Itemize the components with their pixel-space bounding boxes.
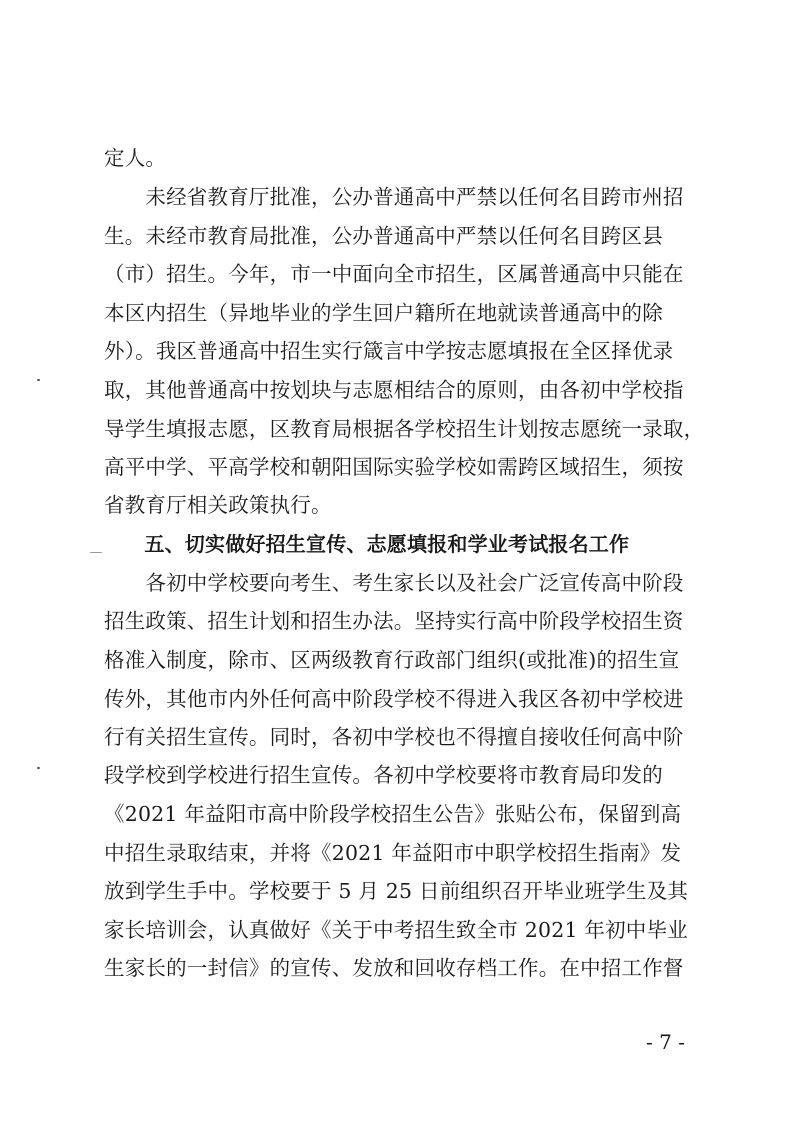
scan-speck	[37, 767, 40, 769]
body-line: 生。未经市教育局批准，公办普通高中严禁以任何名目跨区县	[104, 224, 663, 248]
scan-speck	[37, 379, 40, 381]
body-line: 高平中学、平高学校和朝阳国际实验学校如需跨区域招生，须按	[104, 455, 684, 479]
scan-speck	[90, 552, 102, 553]
body-line: 生家长的一封信》的宣传、发放和回收存档工作。在中招工作督	[104, 956, 684, 980]
body-line: 未经省教育厅批准，公办普通高中严禁以任何名目跨市州招	[104, 185, 684, 209]
page-number: - 7 -	[646, 1030, 685, 1054]
section-heading: 五、切实做好招生宣传、志愿填报和学业考试报名工作	[104, 532, 630, 556]
body-line: 省教育厅相关政策执行。	[104, 493, 332, 517]
body-line: 取，其他普通高中按划块与志愿相结合的原则，由各初中学校指	[104, 378, 684, 402]
body-line: （市）招生。今年，市一中面向全市招生，区属普通高中只能在	[104, 262, 684, 286]
body-line: 中招生录取结束，并将《2021 年益阳市中职学校招生指南》发	[104, 841, 682, 865]
body-line: 《2021 年益阳市高中阶段学校招生公告》张贴公布，保留到高	[104, 802, 682, 826]
body-line: 招生政策、招生计划和招生办法。坚持实行高中阶段学校招生资	[104, 609, 684, 633]
body-line: 段学校到学校进行招生宣传。各初中学校要将市教育局印发的	[104, 763, 663, 787]
body-line: 家长培训会，认真做好《关于中考招生致全市 2021 年初中毕业	[104, 918, 688, 942]
body-line: 传外，其他市内外任何高中阶段学校不得进入我区各初中学校进	[104, 687, 684, 711]
body-line: 放到学生手中。学校要于 5 月 25 日前组织召开毕业班学生及其	[104, 879, 689, 903]
body-line: 行有关招生宣传。同时，各初中学校也不得擅自接收任何高中阶	[104, 725, 684, 749]
body-line: 导学生填报志愿，区教育局根据各学校招生计划按志愿统一录取，	[104, 417, 705, 441]
body-line: 本区内招生（异地毕业的学生回户籍所在地就读普通高中的除	[104, 301, 663, 325]
body-line: 各初中学校要向考生、考生家长以及社会广泛宣传高中阶段	[104, 571, 684, 595]
body-line: 外）。我区普通高中招生实行箴言中学按志愿填报在全区择优录	[104, 339, 674, 363]
body-line: 定人。	[104, 146, 167, 170]
body-line: 格准入制度，除市、区两级教育行政部门组织(或批准)的招生宣	[104, 648, 680, 672]
